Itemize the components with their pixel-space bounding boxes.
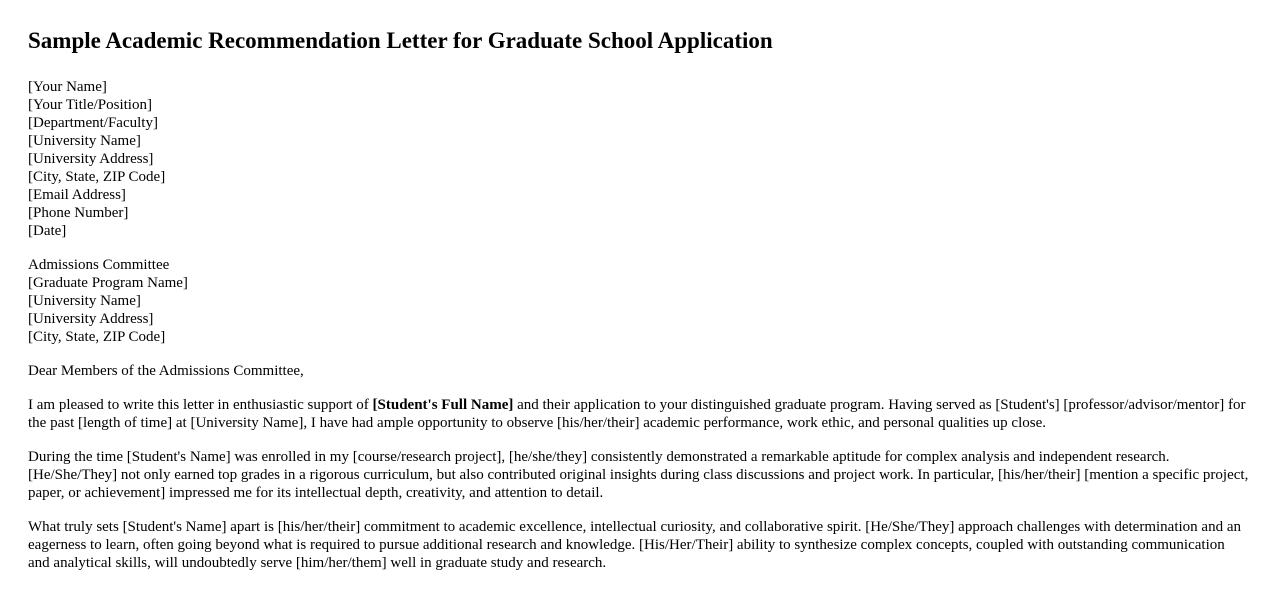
sender-address-block xyxy=(28,78,1250,240)
sender-university-address: [University Address] xyxy=(28,151,154,167)
paragraph-intro-end: and their application to your distinguished graduate program. Having served as [Student's] [professor/advisor/mentor] for the past [length of time] at [University Name], I have had ample opportunity to observe [his/her/their] academic performance, work ethic, and personal qualities up close. xyxy=(28,397,1246,431)
letter-date: [Date] xyxy=(28,223,67,239)
sender-name: [Your Name] xyxy=(28,79,107,95)
student-full-name: [Student's Full Name] xyxy=(372,397,514,413)
sender-department: [Department/Faculty] xyxy=(28,115,158,131)
paragraph-intro-start: I am pleased to write this letter in enthusiastic support of xyxy=(28,397,373,413)
recipient-university-address: [University Address] xyxy=(28,311,154,327)
sender-title: [Your Title/Position] xyxy=(28,97,152,113)
page-title: Sample Academic Recommendation Letter for Graduate School Application xyxy=(28,28,773,53)
recipient-address-block xyxy=(28,256,1250,346)
recipient-university: [University Name] xyxy=(28,293,141,309)
paragraph-academic-performance: During the time [Student's Name] was enrolled in my [course/research project], [he/she/they] consistently demonstrated a remarkable aptitude for complex analysis and independent research. [He/She/They] not only earned top grades in a rigorous curriculum, but also contributed original insights during class discussions and project work. In particular, [his/her/their] [mention a specific project, paper, or achievement] impressed me for its intellectual depth, creativity, and attention to detail. xyxy=(28,449,1249,501)
paragraph-personal-qualities: What truly sets [Student's Name] apart is [his/her/their] commitment to academic excellence, intellectual curiosity, and collaborative spirit. [He/She/They] approach challenges with determination and an eagerness to learn, often going beyond what is required to pursue additional research and knowledge. [His/Her/Their] ability to synthesize complex concepts, coupled with outstanding communication and analytical skills, will undoubtedly serve [him/her/them] well in graduate study and research. xyxy=(28,519,1241,571)
paragraph-intro xyxy=(28,396,1250,432)
recipient-city-state-zip: [City, State, ZIP Code] xyxy=(28,329,166,345)
recipient-program: [Graduate Program Name] xyxy=(28,275,188,291)
sender-university: [University Name] xyxy=(28,133,141,149)
sender-city-state-zip: [City, State, ZIP Code] xyxy=(28,169,166,185)
salutation: Dear Members of the Admissions Committee, xyxy=(28,363,304,379)
recipient-committee: Admissions Committee xyxy=(28,257,170,273)
sender-phone: [Phone Number] xyxy=(28,205,129,221)
sender-email: [Email Address] xyxy=(28,187,126,203)
